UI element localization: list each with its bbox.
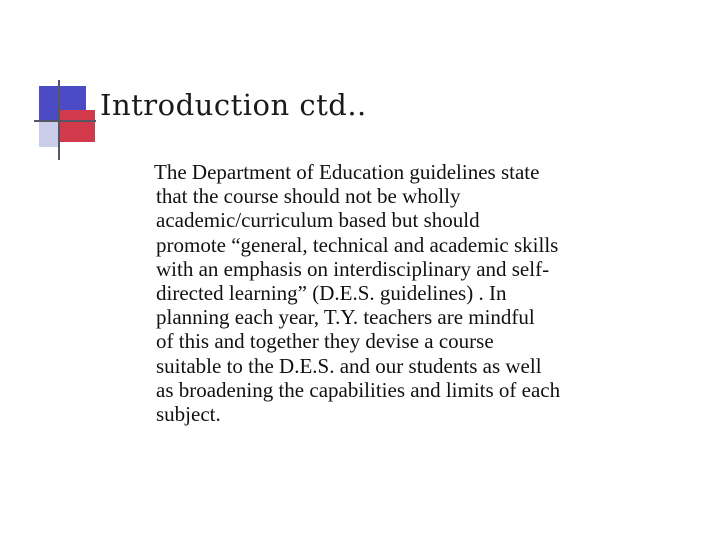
- horizontal-line-decoration: [34, 120, 96, 122]
- body-line: suitable to the D.E.S. and our students as well: [156, 353, 542, 378]
- body-line: academic/curriculum based but should: [156, 208, 480, 233]
- body-line: as broadening the capabilities and limits of each: [156, 377, 561, 402]
- slide-body-text: [156, 160, 676, 426]
- body-line: directed learning” (D.E.S. guidelines) . In: [156, 281, 507, 306]
- slide-title: Introduction ctd..: [100, 88, 367, 122]
- light-square-decoration: [39, 122, 59, 147]
- body-line: with an emphasis on interdisciplinary and self-: [156, 256, 550, 281]
- body-line: The Department of Education guidelines state: [154, 160, 540, 184]
- red-square-decoration: [60, 110, 95, 142]
- vertical-line-decoration: [58, 80, 60, 160]
- body-line: promote “general, technical and academic skills: [156, 232, 559, 257]
- body-line: that the course should not be wholly: [156, 184, 461, 209]
- blue-square-decoration: [39, 86, 86, 125]
- body-line: of this and together they devise a course: [156, 329, 494, 354]
- body-line: subject.: [156, 402, 221, 427]
- body-line: planning each year, T.Y. teachers are mindful: [156, 305, 535, 330]
